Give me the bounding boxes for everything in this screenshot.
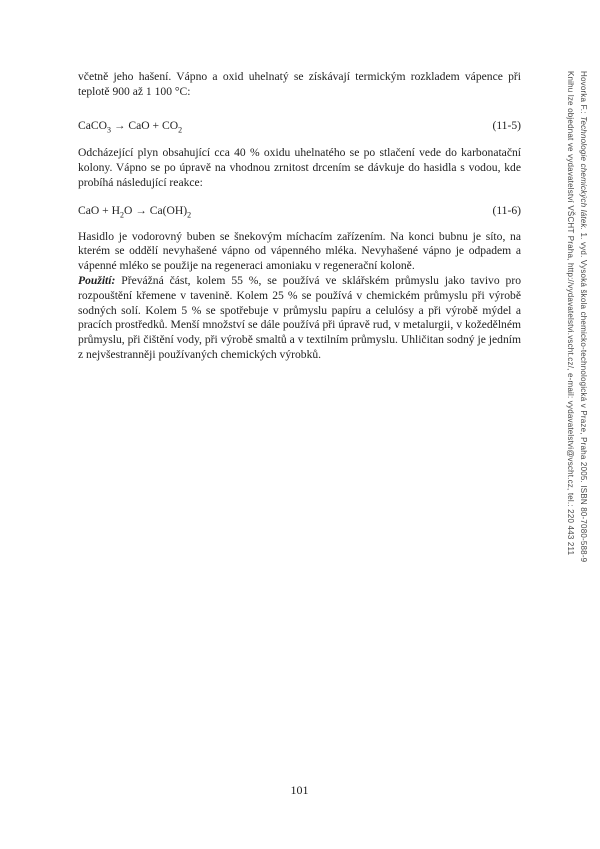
equation-number-1: (11-5) (492, 118, 521, 132)
equation-row-1 (78, 119, 521, 134)
paragraph-slaker: Hasidlo je vodorovný buben se šnekovým míchacím zařízením. Na konci bubnu je síto, na kterém se oddělí nevyhašené vápno od vápenného mléka. Nevyhašené vápno je odpadem a vápenné mléko se použije na regeneraci amoniaku v regenerační koloně. (78, 229, 521, 273)
citation-title: Technologie chemických látek. (579, 116, 588, 231)
paragraph-intro: včetně jeho hašení. Vápno a oxid uhelnatý se získávají termickým rozkladem vápence při teplotě 900 až 1 100 °C: (78, 70, 521, 98)
page-number: 101 (290, 783, 309, 797)
order-info-line: Knihu lze objednat ve vydavatelství VŠCHT Praha, http://vydavatelstvi.vscht.cz/, e-mail: vydavatelstvi@vscht.cz, tel.: 220 443 211 (566, 71, 575, 556)
citation-line (577, 71, 590, 611)
main-text-column (78, 70, 521, 363)
equation-formula-1: CaCO$_3$ → CaO + $CO_2$ (78, 118, 183, 134)
equation-formula-2: CaO + $H_2O \to Ca(OH)_2$ (78, 203, 192, 220)
paragraph-carbonation: Odcházející plyn obsahující cca 40 % oxidu uhelnatého se po stlačení vede do karbonatační kolony. Vápno se po úpravě na vhodnou zrnitost drcením se dávkuje do hasidla s vodou, kde probíhá následující reakce: (78, 146, 521, 189)
citation-author: Hovorka F.: (579, 71, 588, 117)
citation-publisher: 1. vyd. Vysoká škola chemicko-technologická v Praze, Praha 2005. ISBN 80-7080-588-9 (579, 230, 588, 563)
paragraph-usage (78, 274, 521, 363)
sidebar-citation (564, 71, 590, 611)
equation-number-2: (11-6) (492, 203, 521, 217)
usage-lead-label: Použití: (78, 273, 116, 287)
equation-row-2 (78, 204, 521, 219)
usage-text: Převážná část, kolem 55 %, se používá ve sklářském průmyslu jako tavivo pro rozpouštění křemene v tavenině. Kolem 25 % se používá v chemickém průmyslu při výrobě sodných solí. Kolem 5 % se spotřebuje v průmyslu papíru a celulósy a při výrobě mýdel a pracích prostředků. Menší množství se dále používá při úpravě rud, v metalurgii, v kožedělném průmyslu, při čištění vody, při výrobě smaltů a v textilním průmyslu. Uhličitan sodný je jedním z nejvšestranněji používaných chemických výrobků. (78, 273, 521, 361)
